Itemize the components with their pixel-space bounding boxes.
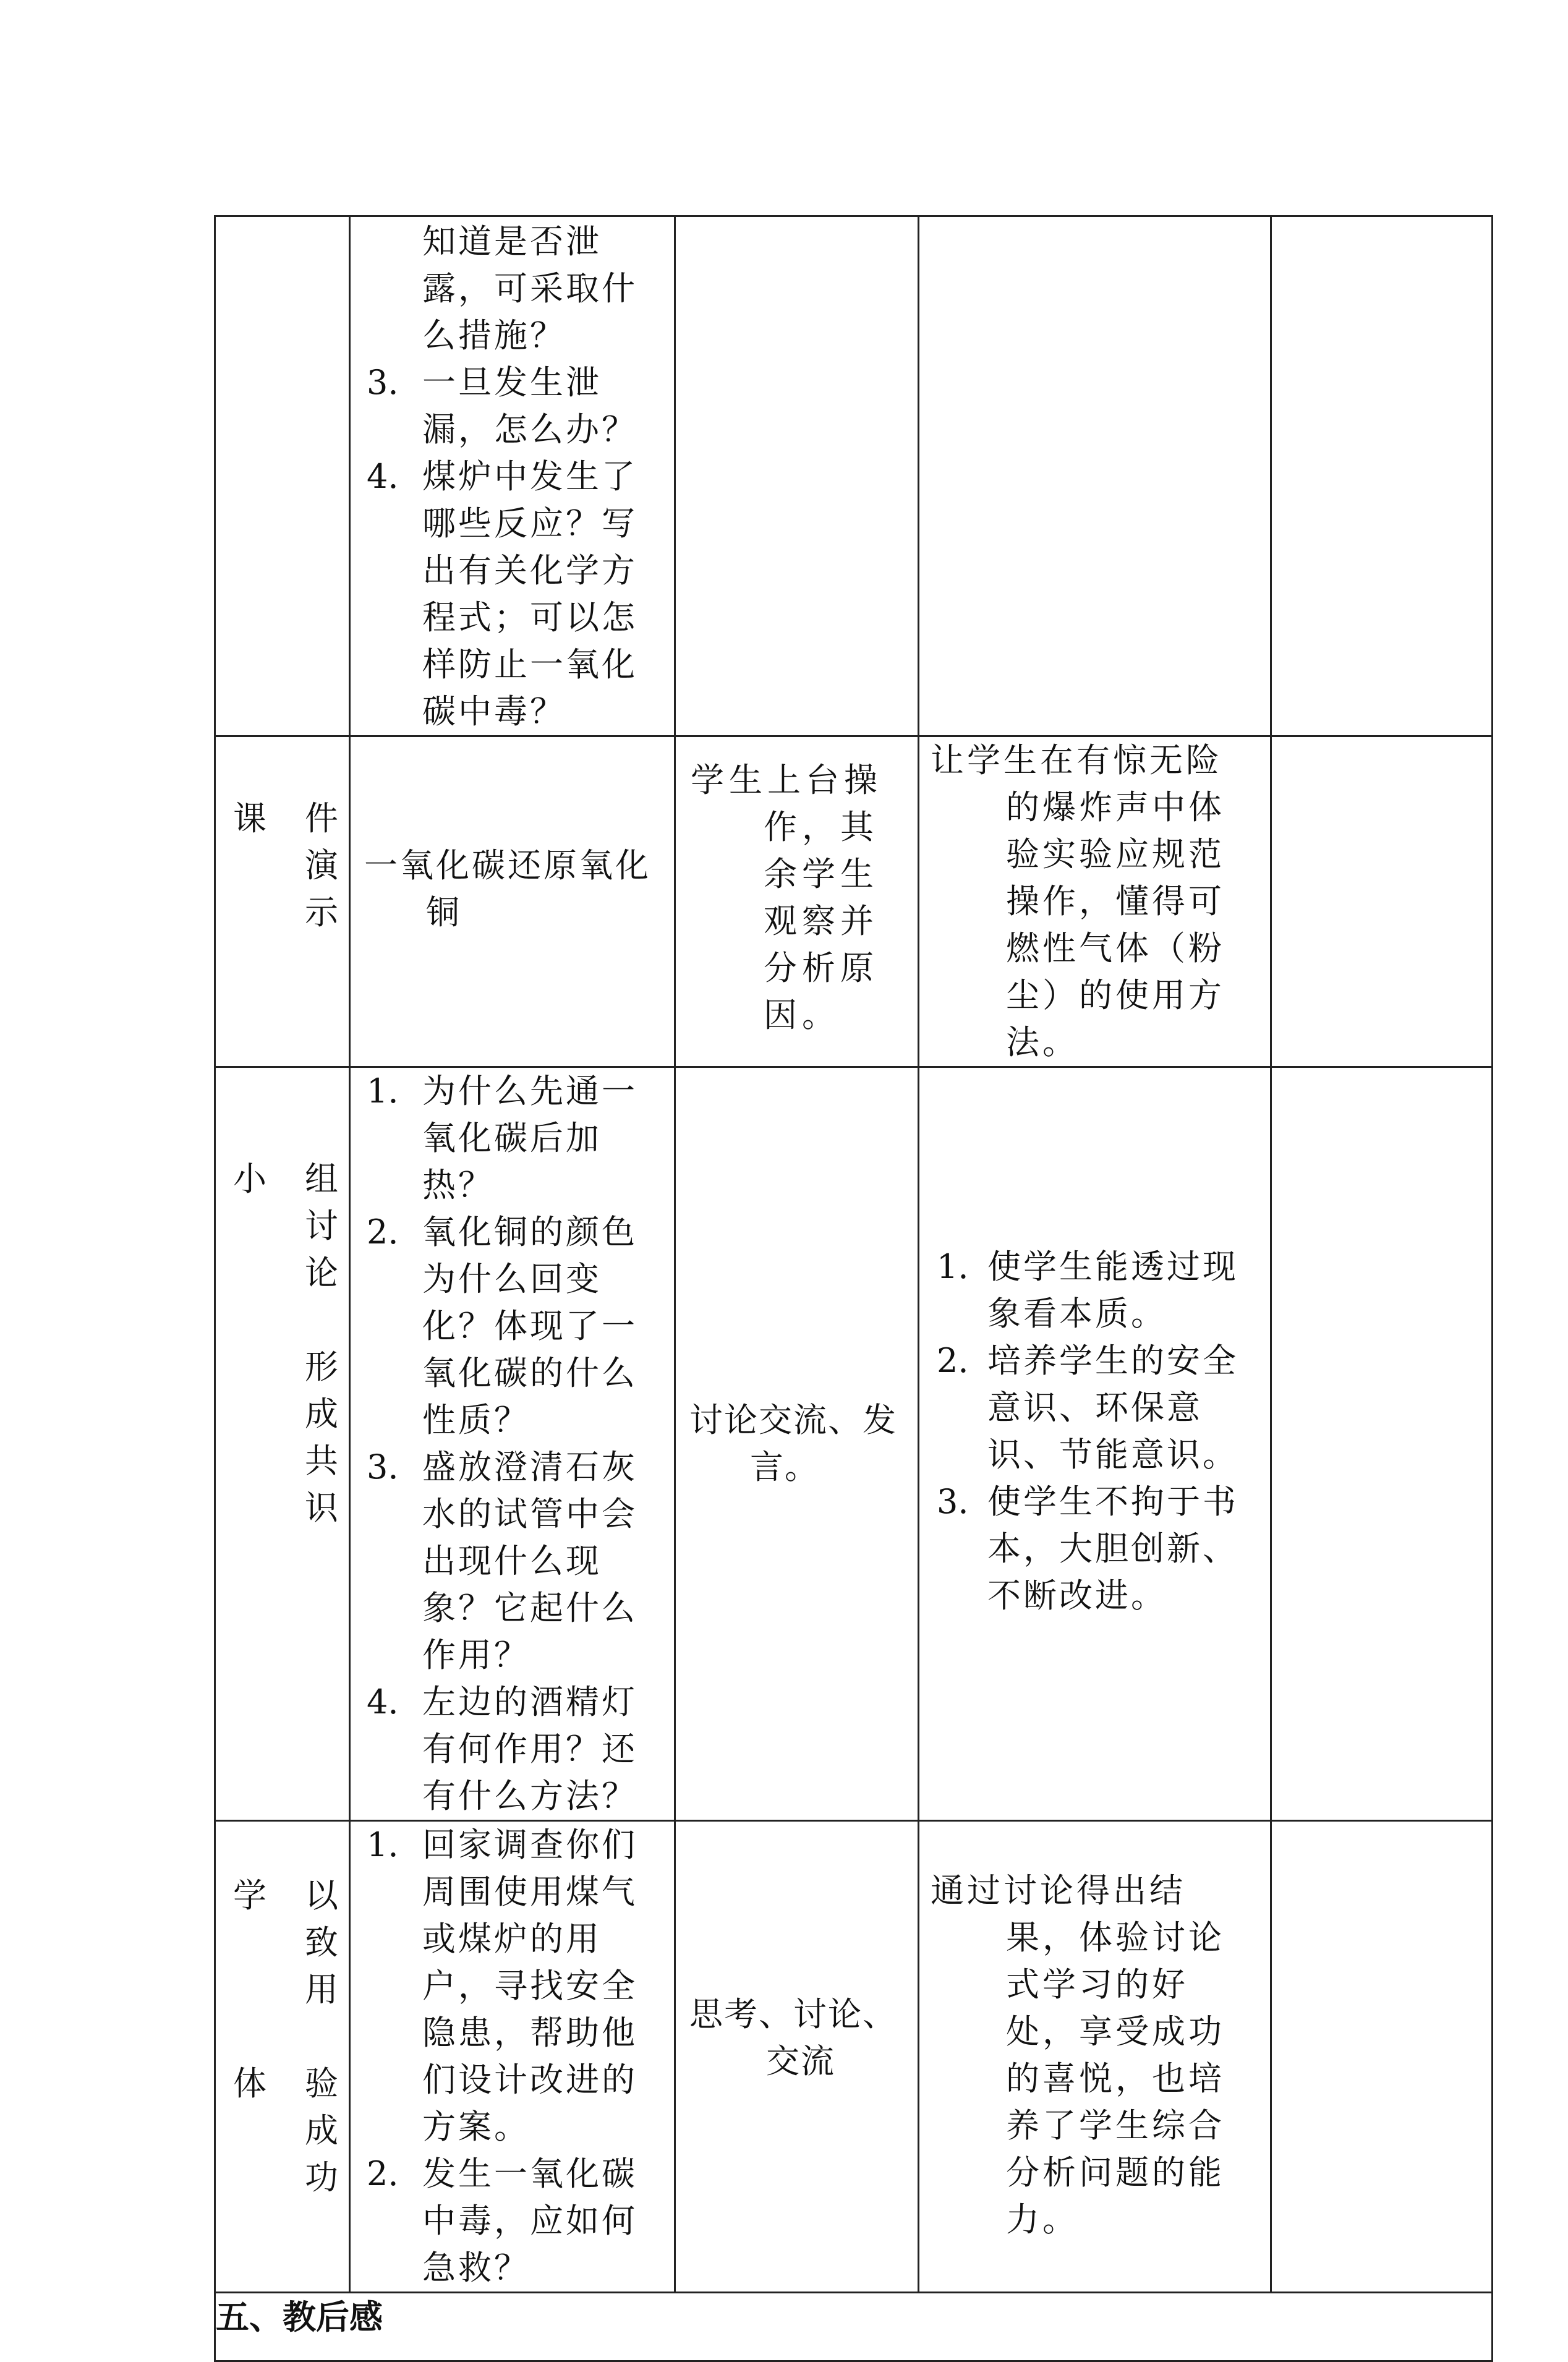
lesson-plan-table	[214, 215, 1493, 2362]
stage-label-char: 件	[305, 799, 338, 838]
stage-cell	[215, 216, 350, 736]
question-number: 4.	[367, 1682, 399, 1721]
table-row	[215, 1067, 1493, 1821]
question-item	[351, 218, 674, 359]
purpose-text: 使学生不拘于书本，大胆创新、不断改进。	[987, 1482, 1238, 1615]
activity-cell	[675, 736, 919, 1067]
question-item	[351, 1822, 674, 2151]
stage-label-char: 论	[305, 1253, 338, 1292]
question-text: 一旦发生泄漏，怎么办？	[422, 363, 637, 449]
stage-label-char: 验	[305, 2064, 338, 2103]
question-number: 3.	[367, 363, 399, 402]
notes-cell	[1271, 216, 1493, 736]
purpose-cell	[919, 1821, 1271, 2293]
content-cell	[350, 1067, 675, 1821]
stage-label-char: 形	[305, 1347, 338, 1386]
activity-text: 思考、讨论、交流	[689, 1995, 897, 2081]
table-row	[215, 736, 1493, 1067]
activity-cell	[675, 216, 919, 736]
stage-cell	[215, 1821, 350, 2293]
purpose-cell	[919, 736, 1271, 1067]
question-item	[351, 1679, 674, 1820]
question-text: 知道是否泄露，可采取什么措施？	[422, 222, 637, 355]
stage-label-char: 用	[305, 1970, 338, 2009]
purpose-text: 通过讨论得出结果，体验讨论式学习的好处，享受成功的喜悦，也培养了学生综合分析问题的能力。	[931, 1871, 1225, 2239]
content-cell	[350, 1821, 675, 2293]
stage-label-char: 体	[233, 2064, 266, 2103]
question-text: 发生一氧化碳中毒，应如何急救？	[422, 2154, 637, 2287]
purpose-text: 培养学生的安全意识、环保意识、节能意识。	[987, 1341, 1238, 1474]
stage-label-char: 以	[305, 1876, 338, 1915]
activity-cell	[675, 1821, 919, 2293]
question-item	[351, 2151, 674, 2292]
purpose-cell	[919, 216, 1271, 736]
activity-text: 讨论交流、发言。	[689, 1401, 897, 1486]
stage-label-char: 致	[305, 1923, 338, 1962]
purpose-text: 让学生在有惊无险的爆炸声中体验实验应规范操作，懂得可燃性气体（粉尘）的使用方法。	[931, 741, 1225, 1062]
question-number: 1.	[367, 1825, 399, 1864]
purpose-number: 1.	[937, 1247, 969, 1286]
question-number: 2.	[367, 2154, 399, 2193]
stage-label-char: 成	[305, 2111, 338, 2150]
question-item	[351, 359, 674, 453]
purpose-number: 3.	[937, 1482, 969, 1521]
stage-label-char: 共	[305, 1441, 338, 1480]
table-row	[215, 2293, 1493, 2361]
purpose-text: 使学生能透过现象看本质。	[987, 1247, 1238, 1333]
question-item	[351, 453, 674, 735]
question-number: 4.	[367, 457, 399, 496]
table-row	[215, 1821, 1493, 2293]
question-text: 为什么先通一氧化碳后加热？	[422, 1072, 637, 1204]
notes-cell	[1271, 736, 1493, 1067]
content-cell	[350, 216, 675, 736]
stage-cell	[215, 736, 350, 1067]
table-row	[215, 216, 1493, 736]
stage-label-char: 成	[305, 1394, 338, 1433]
stage-label-char: 演	[305, 846, 338, 885]
stage-label-char: 功	[305, 2158, 338, 2197]
purpose-cell	[919, 1067, 1271, 1821]
question-text: 盛放澄清石灰水的试管中会出现什么现象？它起什么作用？	[422, 1447, 637, 1674]
activity-text: 学生上台操作，其余学生观察并分析原因。	[691, 761, 882, 1034]
question-text: 回家调查你们周围使用煤气或煤炉的用户，寻找安全隐患，帮助他们设计改进的方案。	[422, 1825, 637, 2146]
question-item	[351, 1444, 674, 1679]
activity-cell	[675, 1067, 919, 1821]
stage-label-char: 讨	[305, 1206, 338, 1245]
stage-label-char: 课	[233, 799, 266, 838]
question-number: 1.	[367, 1072, 399, 1111]
content-text: 一氧化碳还原氧化铜	[364, 846, 651, 932]
content-cell	[350, 736, 675, 1067]
stage-label-char: 学	[233, 1876, 266, 1915]
question-item	[351, 1068, 674, 1209]
question-number: 3.	[367, 1447, 399, 1486]
stage-label-char: 识	[305, 1488, 338, 1527]
notes-cell	[1271, 1821, 1493, 2293]
purpose-number: 2.	[937, 1341, 969, 1380]
notes-cell	[1271, 1067, 1493, 1821]
question-item	[351, 1209, 674, 1444]
purpose-item	[919, 1478, 1270, 1619]
question-number: 2.	[367, 1213, 399, 1251]
question-text: 煤炉中发生了哪些反应？写出有关化学方程式；可以怎样防止一氧化碳中毒？	[422, 457, 637, 731]
stage-cell	[215, 1067, 350, 1821]
question-text: 氧化铜的颜色为什么回变化？体现了一氧化碳的什么性质？	[422, 1213, 637, 1439]
reflection-heading: 五、教后感	[215, 2293, 1493, 2361]
stage-label-char: 示	[305, 893, 338, 932]
purpose-item	[919, 1243, 1270, 1337]
purpose-item	[919, 1337, 1270, 1478]
stage-label-char: 组	[305, 1159, 338, 1198]
stage-label-char: 小	[233, 1159, 266, 1198]
question-text: 左边的酒精灯有何作用？还有什么方法？	[422, 1682, 637, 1815]
